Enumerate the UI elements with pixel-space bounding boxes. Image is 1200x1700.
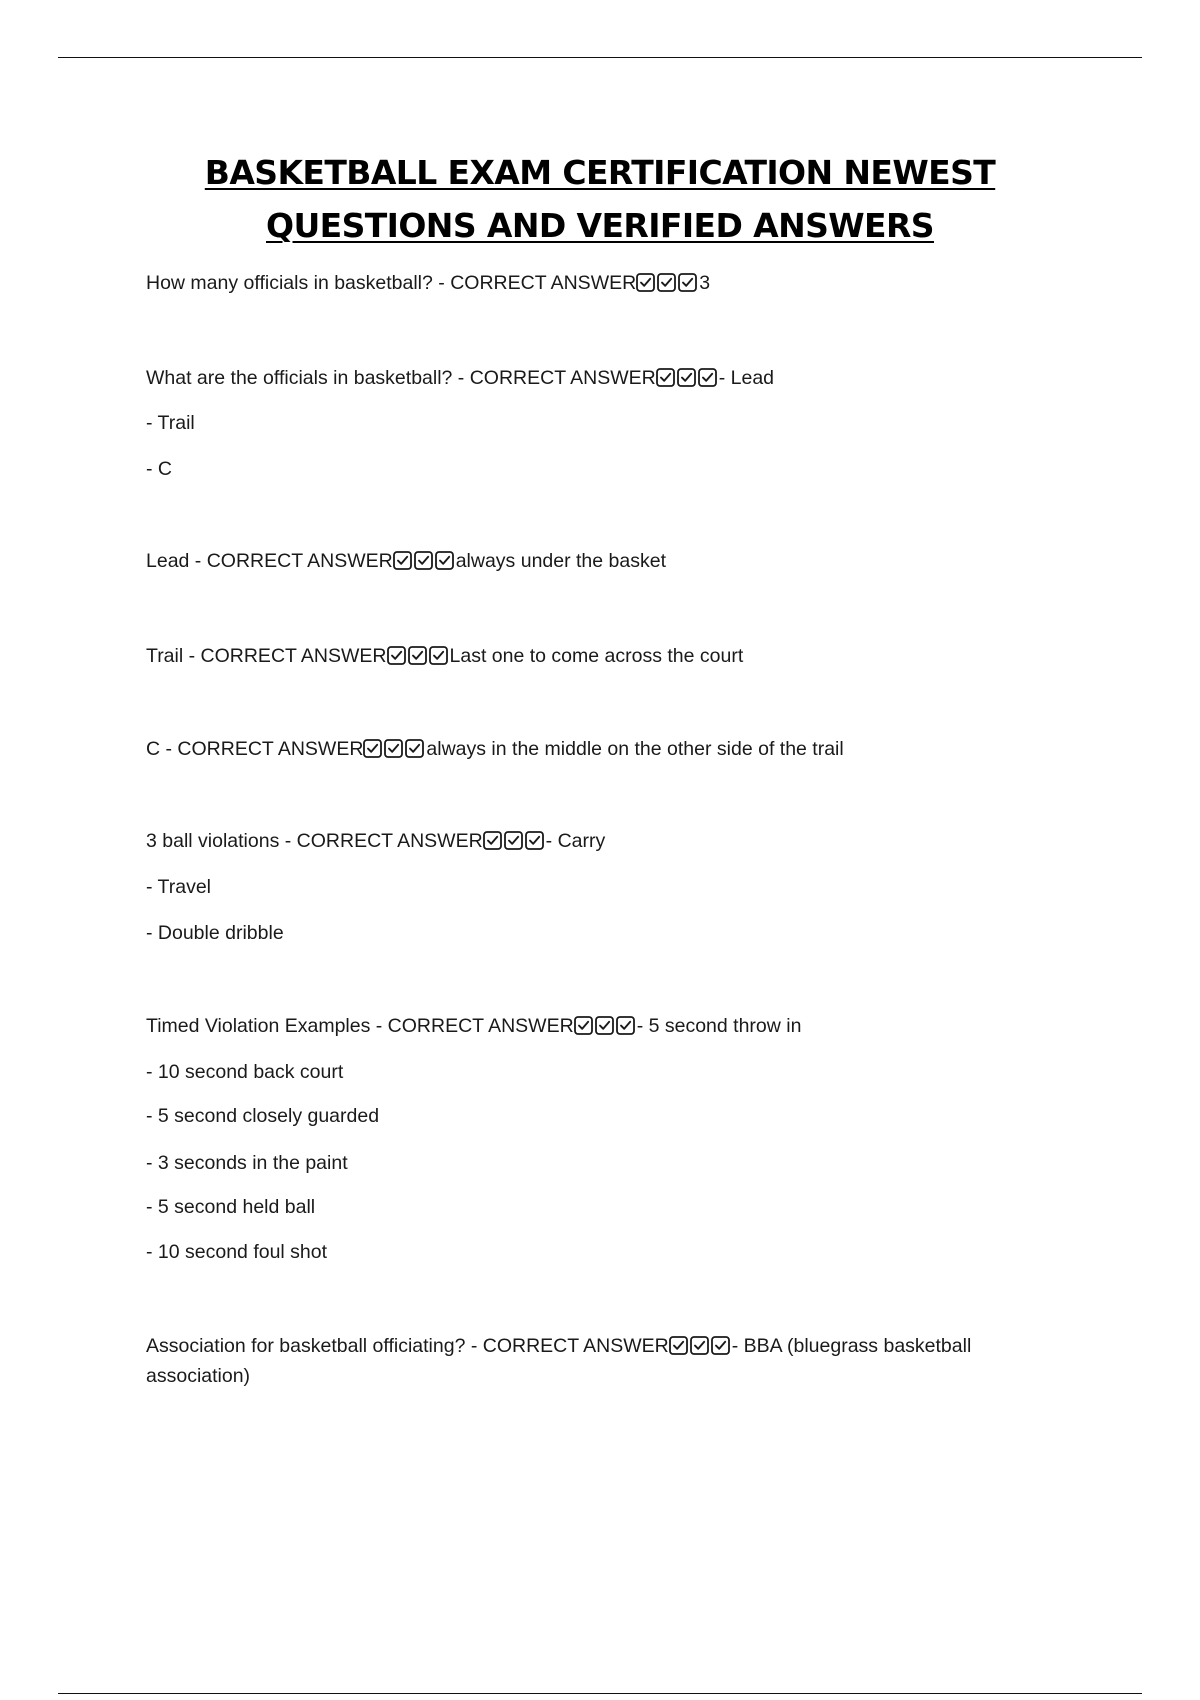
answer-continuation: - C: [146, 458, 172, 480]
answer-text: - Carry: [545, 830, 606, 852]
question-text: Timed Violation Examples - CORRECT ANSWER: [146, 1015, 574, 1037]
answer-text: - BBA (bluegrass basketball association): [146, 1335, 972, 1387]
checkbox-checked-icon: [405, 739, 424, 758]
qa-item: [146, 363, 1076, 393]
answer-continuation: - 5 second held ball: [146, 1196, 316, 1218]
checkbox-checked-icon: [387, 646, 406, 665]
top-rule: [58, 57, 1142, 58]
answer-text: always under the basket: [455, 550, 666, 572]
checkbox-checked-icon: [657, 273, 676, 292]
checkbox-checked-icon: [656, 368, 675, 387]
qa-item: [146, 734, 1076, 764]
checkbox-checked-icon: [429, 646, 448, 665]
answer-continuation: - 3 seconds in the paint: [146, 1152, 348, 1174]
checkbox-checked-icon: [616, 1016, 635, 1035]
checkbox-checked-icon: [595, 1016, 614, 1035]
question-text: Trail - CORRECT ANSWER: [146, 645, 387, 667]
checkbox-checked-icon: [384, 739, 403, 758]
checkbox-checked-icon: [363, 739, 382, 758]
question-text: Association for basketball officiating? - CORRECT ANSWER: [146, 1335, 669, 1357]
checkbox-checked-icon: [408, 646, 427, 665]
document-title: BASKETBALL EXAM CERTIFICATION NEWEST QUESTIONS AND VERIFIED ANSWERS: [204, 153, 996, 245]
answer-text: Last one to come across the court: [449, 645, 744, 667]
question-text: C - CORRECT ANSWER: [146, 738, 364, 760]
checkbox-checked-icon: [393, 551, 412, 570]
checkbox-checked-icon: [669, 1336, 688, 1355]
answer-text: - 5 second throw in: [636, 1015, 802, 1037]
qa-item: [146, 826, 1076, 856]
answer-continuation: - 10 second back court: [146, 1061, 344, 1083]
answer-continuation: - 5 second closely guarded: [146, 1105, 380, 1127]
question-text: What are the officials in basketball? - CORRECT ANSWER: [146, 367, 656, 389]
question-text: 3 ball violations - CORRECT ANSWER: [146, 830, 483, 852]
checkbox-checked-icon: [690, 1336, 709, 1355]
answer-text: always in the middle on the other side of the trail: [426, 738, 844, 760]
checkbox-checked-icon: [483, 831, 502, 850]
checkbox-checked-icon: [574, 1016, 593, 1035]
answer-continuation: - Double dribble: [146, 922, 284, 944]
checkbox-checked-icon: [636, 273, 655, 292]
answer-text: - Lead: [718, 367, 775, 389]
qa-item: [146, 546, 1076, 576]
checkbox-checked-icon: [677, 368, 696, 387]
question-text: Lead - CORRECT ANSWER: [146, 550, 393, 572]
qa-item: [146, 641, 1076, 671]
checkbox-checked-icon: [698, 368, 717, 387]
question-text: How many officials in basketball? - CORRECT ANSWER: [146, 272, 637, 294]
answer-continuation: - 10 second foul shot: [146, 1241, 328, 1263]
qa-item: [146, 1331, 1026, 1391]
qa-item: [146, 1011, 1076, 1041]
checkbox-checked-icon: [435, 551, 454, 570]
qa-item: [146, 268, 1076, 298]
checkbox-checked-icon: [711, 1336, 730, 1355]
checkbox-checked-icon: [414, 551, 433, 570]
answer-continuation: - Travel: [146, 876, 212, 898]
checkbox-checked-icon: [678, 273, 697, 292]
checkbox-checked-icon: [504, 831, 523, 850]
checkbox-checked-icon: [525, 831, 544, 850]
bottom-rule: [58, 1693, 1142, 1694]
answer-text: 3: [699, 272, 711, 294]
answer-continuation: - Trail: [146, 412, 195, 434]
